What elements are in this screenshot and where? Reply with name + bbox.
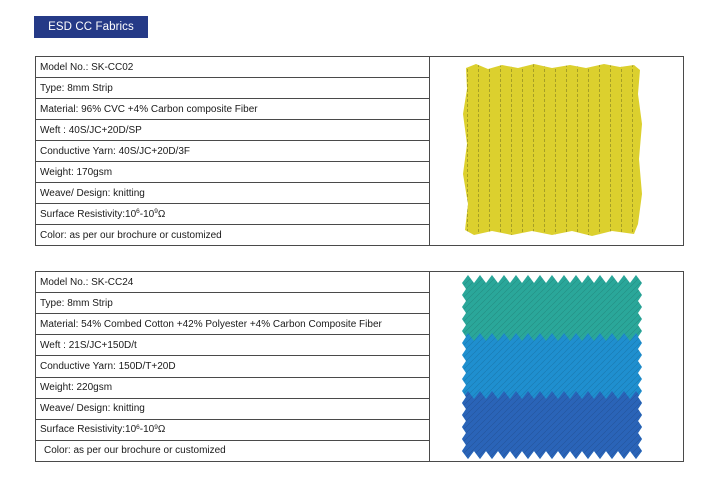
swatch-cell — [430, 272, 683, 461]
spec-conductive-yarn: Conductive Yarn: 150D/T+20D — [36, 356, 429, 377]
spec-weft: Weft : 21S/JC+150D/t — [36, 335, 429, 356]
spec-color: Color: as per our brochure or customized — [44, 445, 226, 457]
spec-type: Type: 8mm Strip — [36, 293, 429, 314]
resistivity-unit: Ω — [157, 424, 166, 436]
spec-model-no: Model No.: SK-CC24 — [36, 272, 429, 293]
resistivity-mid: -10 — [139, 424, 155, 436]
spec-material: Material: 54% Combed Cotton +42% Polyester +4% Carbon Composite Fiber — [36, 314, 429, 335]
spec-weave-design: Weave/ Design: knitting — [36, 183, 429, 204]
product-spec-table — [35, 56, 684, 246]
spec-type: Type: 8mm Strip — [36, 78, 429, 99]
resistivity-base: Surface Resistivity:10 — [40, 424, 137, 436]
fabric-swatch-image — [462, 275, 642, 459]
resistivity-base: Surface Resistivity:10 — [40, 208, 137, 220]
spec-list — [36, 272, 430, 461]
product-spec-table — [35, 271, 684, 462]
resistivity-mid: -10 — [139, 208, 155, 220]
spec-model-no: Model No.: SK-CC02 — [36, 57, 429, 78]
spec-color: Color: as per our brochure or customized — [40, 229, 222, 241]
fabric-swatch-image — [462, 64, 642, 236]
spec-weave-design: Weave/ Design: knitting — [36, 399, 429, 420]
resistivity-unit: Ω — [157, 208, 166, 220]
spec-weight: Weight: 170gsm — [36, 162, 429, 183]
section-title: ESD CC Fabrics — [34, 16, 148, 38]
spec-conductive-yarn: Conductive Yarn: 40S/JC+20D/3F — [36, 141, 429, 162]
spec-surface-resistivity: Surface Resistivity:10 $^6$ -10 $^9$ Ω — [36, 204, 429, 225]
swatch-cell — [430, 57, 683, 245]
spec-list — [36, 57, 430, 245]
spec-surface-resistivity: Surface Resistivity:10 $^6$ -10 $^9$ Ω — [36, 420, 429, 441]
spec-material: Material: 96% CVC +4% Carbon composite Fiber — [36, 99, 429, 120]
spec-weight: Weight: 220gsm — [36, 378, 429, 399]
spec-weft: Weft : 40S/JC+20D/SP — [36, 120, 429, 141]
